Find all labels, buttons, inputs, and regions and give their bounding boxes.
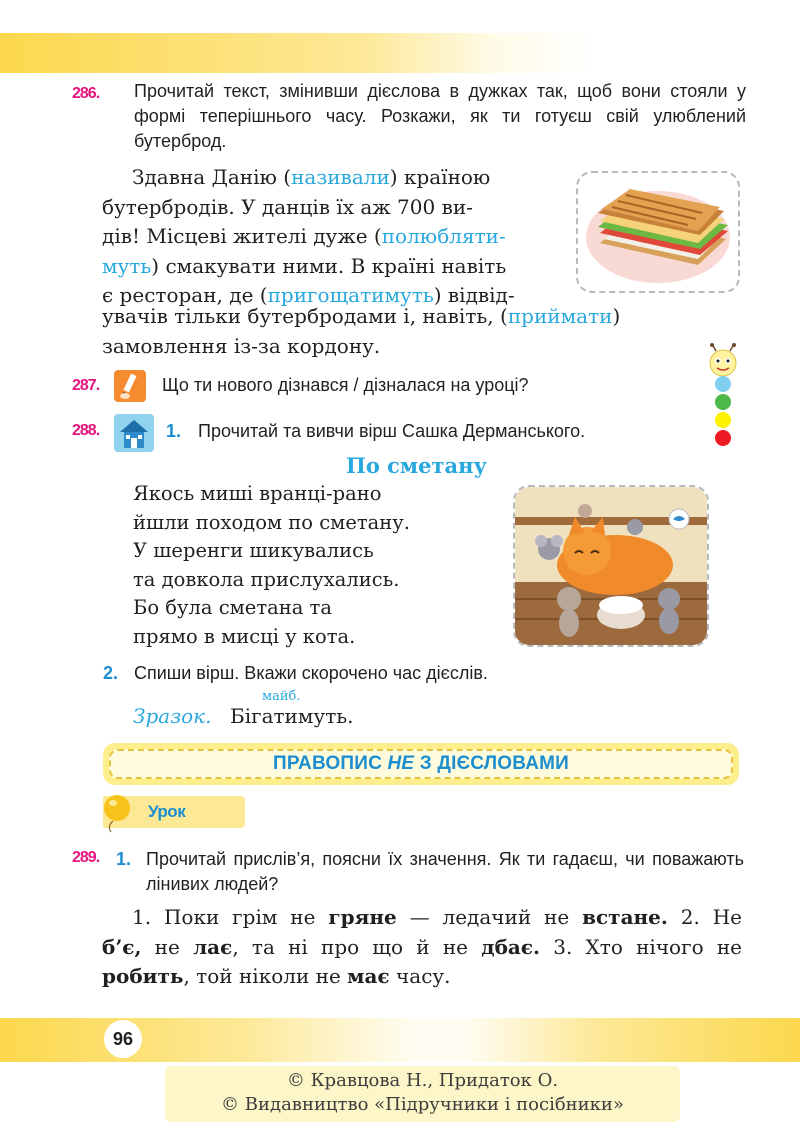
exercise-number-286: 286.: [72, 85, 100, 102]
verb-highlight: називали: [291, 165, 390, 189]
text-span: є ресторан, де (: [102, 283, 268, 307]
poem-line: прямо в мисці у кота.: [133, 624, 356, 648]
header-band: [0, 33, 800, 73]
text-span: ) смакувати ними. В країні навіть: [151, 253, 507, 278]
exercise-289-task: Прочитай прислів’я, поясни їх значення. Як ти гадаєш, чи поважають лінивих людей?: [146, 849, 744, 894]
marker-dot-blue: [715, 376, 731, 392]
section-header: [103, 743, 739, 785]
text-span: Здавна Данію (: [132, 165, 292, 189]
sample-label: Зразок.: [133, 704, 212, 728]
title-part: З ДІЄСЛОВАМИ: [414, 753, 570, 774]
bold-verb: лає: [193, 934, 233, 959]
pencil-hand-icon: [112, 368, 148, 404]
text-span: часу.: [389, 964, 451, 988]
sample-word: Бігатимуть.: [230, 704, 354, 728]
house-drawing: [114, 414, 154, 452]
text-span: , той ніколи не: [183, 964, 348, 988]
section-title: [273, 753, 569, 775]
exercise-number-287: 287.: [72, 377, 100, 394]
mice-cat-drawing: [515, 487, 707, 645]
marker-dot-yellow: [715, 412, 731, 428]
balloon-icon: [99, 792, 139, 834]
item-number-1: 1.: [166, 421, 182, 441]
copyright-box: [165, 1066, 680, 1122]
exercise-288-item2: Спиши вірш. Вкажи скорочено час дієслів.: [134, 663, 488, 683]
side-markers: [703, 343, 743, 453]
page-number: 96: [104, 1020, 142, 1058]
poem-title: По сметану: [346, 453, 487, 478]
verb-highlight: приймати: [507, 304, 613, 328]
marker-dot-red: [715, 430, 731, 446]
poem-line: У шеренги шикувались: [133, 539, 374, 562]
section-header-frame: [109, 749, 733, 779]
bold-verb: б’є,: [102, 934, 142, 959]
copyright-line: © Кравцова Н., Придаток О.: [286, 1070, 559, 1091]
mice-and-cat-illustration: [513, 485, 709, 647]
text-span: дів! Місцеві жителі дуже (: [102, 224, 382, 248]
sandwich-drawing: [578, 173, 738, 291]
text-span: — ледачий не: [396, 905, 583, 929]
text-span: ): [612, 304, 621, 328]
exercise-288-item1: Прочитай та вивчи вірш Сашка Дерманського.: [198, 421, 586, 441]
text-span: 2. Не: [667, 905, 743, 929]
copyright-line: © Видавництво «Підручники і посібники»: [221, 1094, 624, 1115]
verb-highlight: полюбляти-: [381, 224, 506, 248]
text-span: ) відвід-: [433, 283, 515, 307]
poem-line: йшли походом по сметану.: [133, 510, 410, 534]
smiley-caterpillar-icon: [703, 343, 743, 377]
title-part-emphasis: НЕ: [387, 753, 415, 774]
exercise-286-text: [102, 163, 562, 311]
item-number-2: 2.: [103, 663, 119, 683]
marker-dot-green: [715, 394, 731, 410]
proverbs-text: [102, 903, 742, 992]
lesson-badge: [103, 796, 245, 828]
text-span: , та ні про що й не: [232, 934, 482, 959]
text-span: ) країною: [389, 165, 491, 189]
text-span: 3. Хто нічого не: [540, 934, 742, 959]
bold-verb: має: [347, 964, 390, 988]
text-span: увачів тільки бутербродами і, навіть, (: [102, 304, 508, 328]
text-line: замовлення із-за кордону.: [102, 333, 381, 358]
item-number-1b: 1.: [116, 849, 132, 869]
exercise-287-task: Що ти нового дізнався / дізналася на уроці?: [162, 375, 529, 395]
bold-verb: дбає.: [481, 934, 541, 959]
sample-note: майб.: [262, 689, 301, 704]
bold-verb: встане.: [582, 905, 668, 929]
verb-highlight: муть: [102, 253, 152, 278]
house-icon: [114, 414, 154, 452]
verb-highlight: пригощатимуть: [267, 283, 434, 307]
poem-line: та довкола прислухались.: [133, 567, 400, 591]
exercise-286-task: Прочитай текст, змінивши дієслова в дужках так, щоб вони стояли у формі теперішнього часу. Розкажи, як ти готуєш свій улюблений бутерброд.: [134, 81, 746, 151]
text-line: бутербродів. У данців їх аж 700 ви-: [102, 194, 473, 219]
exercise-286-text-cont: [102, 302, 742, 361]
lesson-label: Урок: [148, 802, 186, 821]
text-span: 1. Поки грім не: [132, 905, 329, 929]
poem-line: Бо була сметана та: [133, 596, 332, 619]
exercise-number-289: 289.: [72, 849, 100, 866]
poem-line: Якось миші вранці-рано: [133, 482, 382, 505]
sandwich-illustration: [576, 171, 740, 293]
title-part: ПРАВОПИС: [272, 753, 388, 774]
text-span: не: [141, 934, 194, 959]
exercise-number-288: 288.: [72, 422, 100, 439]
bold-verb: гряне: [328, 905, 397, 929]
poem-body: [133, 480, 513, 651]
pencil-hand-drawing: [112, 368, 148, 404]
bold-verb: робить: [102, 964, 184, 988]
